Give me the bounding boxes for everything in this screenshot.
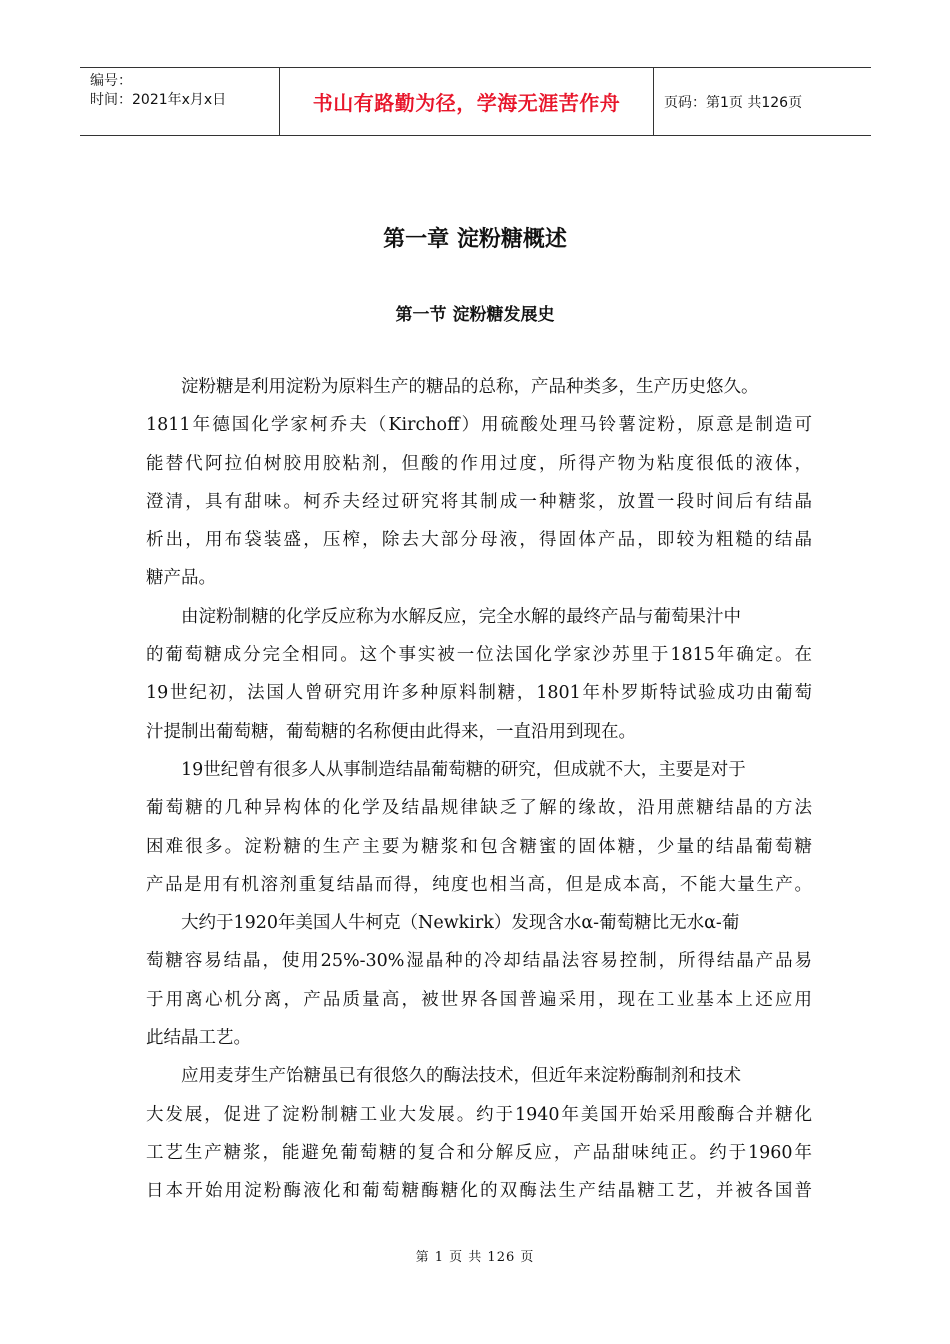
text-line: 澄清，具有甜味。柯乔夫经过研究将其制成一种糖浆，放置一段时间后有结晶 [146,491,812,512]
text-line: 日本开始用淀粉酶液化和葡萄糖酶糖化的双酶法生产结晶糖工艺，并被各国普 [146,1181,812,1202]
header-meta-cell [80,68,280,135]
text-line: 1811年德国化学家柯乔夫（Kirchoff）用硫酸处理马铃薯淀粉，原意是制造可 [146,415,812,436]
document-header [80,67,871,136]
text-line: 19世纪初，法国人曾研究用许多种原料制糖，1801年朴罗斯特试验成功由葡萄 [146,683,812,704]
header-page-info: 页码：第1页 共126页 [664,94,803,111]
text-line: 19世纪曾有很多人从事制造结晶葡萄糖的研究，但成就不大，主要是对于 [181,759,746,780]
text-line: 葡萄糖的几种异构体的化学及结晶规律缺乏了解的缘故，沿用蔗糖结晶的方法 [146,798,812,819]
text-line: 此结晶工艺。 [146,1028,251,1049]
chapter-title: 第一章 淀粉糖概述 [383,227,567,252]
text-line: 由淀粉制糖的化学反应称为水解反应，完全水解的最终产品与葡萄果汁中 [181,606,741,627]
text-line: 大发展，促进了淀粉制糖工业大发展。约于1940年美国开始采用酸酶合并糖化 [146,1104,812,1125]
text-line: 析出，用布袋装盛，压榨，除去大部分母液，得固体产品，即较为粗糙的结晶 [146,530,812,551]
text-line: 萄糖容易结晶，使用25%-30%湿晶种的冷却结晶法容易控制，所得结晶产品易 [146,951,812,972]
text-line: 困难很多。淀粉糖的生产主要为糖浆和包含糖蜜的固体糖，少量的结晶葡萄糖 [146,836,812,857]
serial-number-label: 编号： [90,73,132,89]
header-motto: 书山有路勤为径，学海无涯苦作舟 [280,68,654,135]
text-line: 淀粉糖是利用淀粉为原料生产的糖品的总称，产品种类多，生产历史悠久。 [181,377,759,397]
page-footer: 第 1 页 共 126 页 [415,1250,535,1265]
text-line: 汁提制出葡萄糖，葡萄糖的名称便由此得来，一直沿用到现在。 [146,721,636,742]
section-title: 第一节 淀粉糖发展史 [395,305,555,325]
text-line: 的葡萄糖成分完全相同。这个事实被一位法国化学家沙苏里于1815年确定。在 [146,645,812,666]
text-line: 产品是用有机溶剂重复结晶而得，纯度也相当高，但是成本高，不能大量生产。 [146,874,812,895]
text-line: 大约于1920年美国人牛柯克（Newkirk）发现含水α-葡萄糖比无水α-葡 [181,913,740,934]
text-line: 于用离心机分离，产品质量高，被世界各国普遍采用，现在工业基本上还应用 [146,989,812,1010]
text-line: 工艺生产糖浆，能避免葡萄糖的复合和分解反应，产品甜味纯正。约于1960年 [146,1142,812,1163]
body-text [146,372,812,1215]
text-line: 应用麦芽生产饴糖虽已有很悠久的酶法技术，但近年来淀粉酶制剂和技术 [181,1066,741,1087]
text-line: 糖产品。 [146,568,216,589]
date-label: 时间：2021年x月x日 [90,92,227,108]
text-line: 能替代阿拉伯树胶用胶粘剂，但酸的作用过度，所得产物为粘度很低的液体， [146,453,812,474]
